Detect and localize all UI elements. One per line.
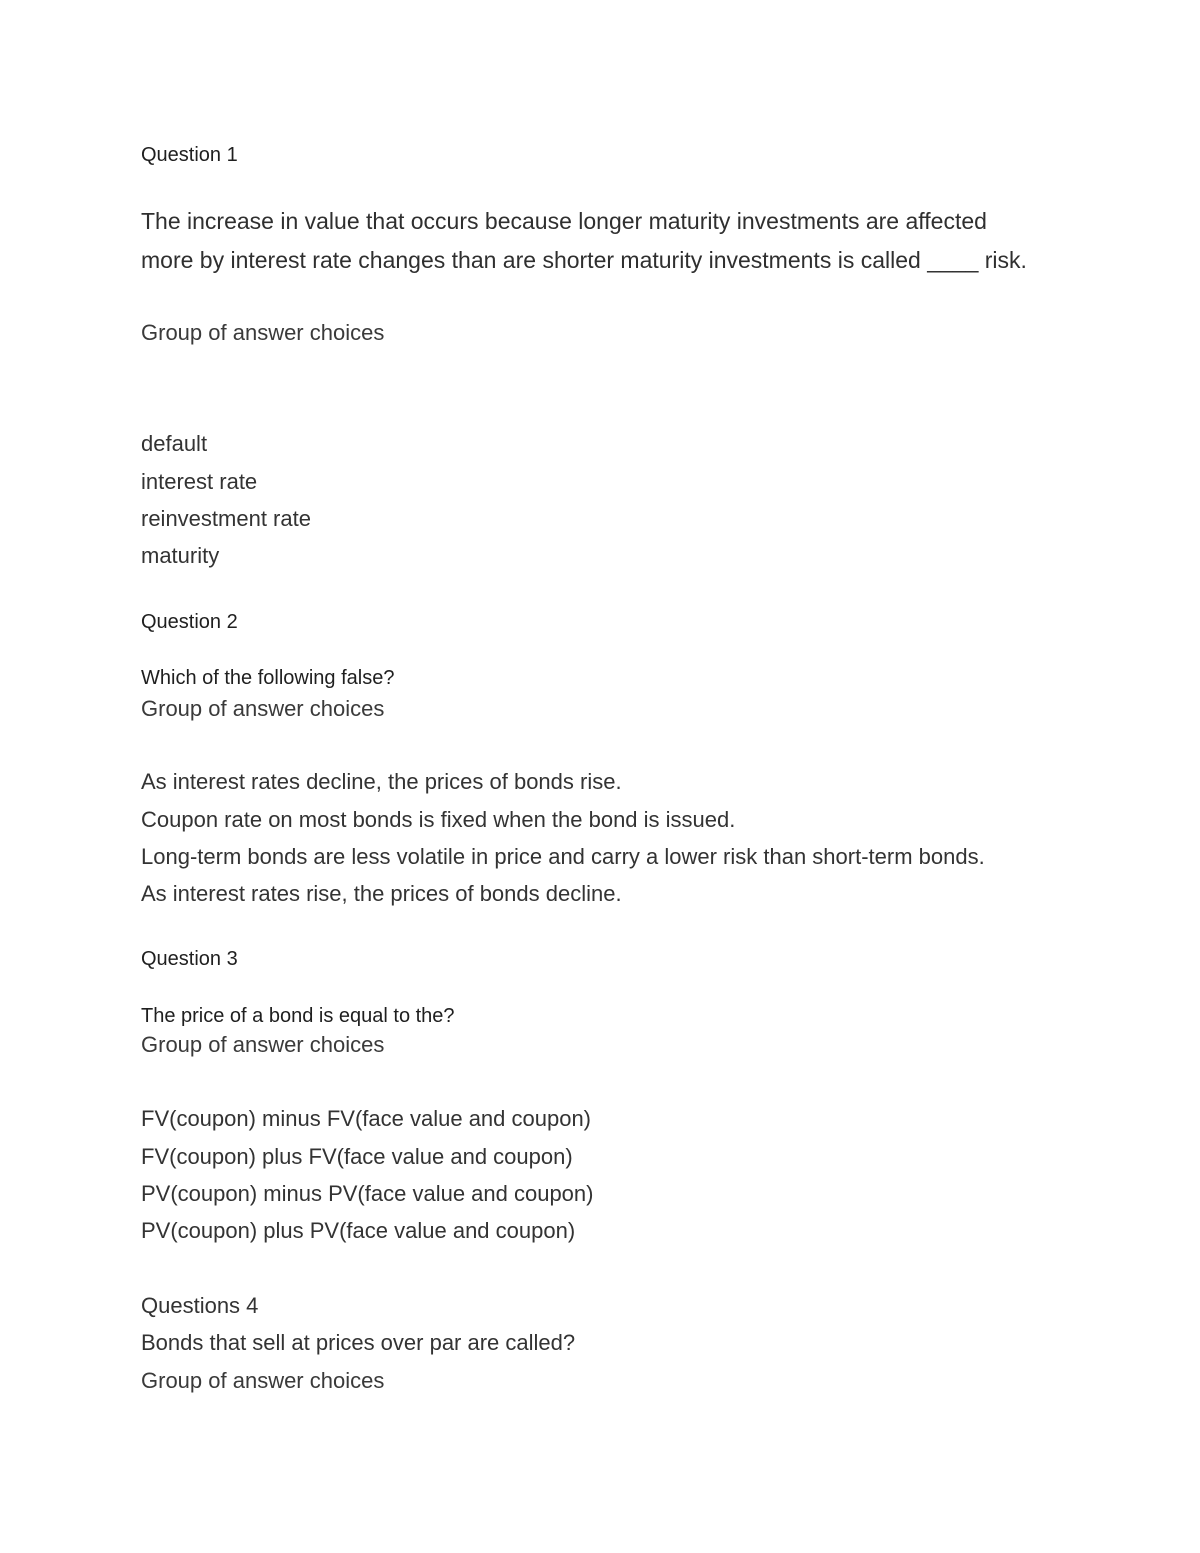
- question-2-group-label: Group of answer choices: [141, 696, 385, 721]
- question-2-label: Question 2: [141, 611, 238, 633]
- question-3-choice-2: FV(coupon) plus FV(face value and coupon): [141, 1144, 573, 1169]
- question-1-choice-1: default: [141, 431, 208, 456]
- question-1-choice-2: interest rate: [141, 469, 258, 494]
- question-1-choice-4: maturity: [141, 543, 220, 568]
- question-1-group-label: Group of answer choices: [141, 320, 385, 345]
- question-3-choice-4: PV(coupon) plus PV(face value and coupon): [141, 1218, 576, 1243]
- question-1-label: Question 1: [141, 144, 238, 166]
- question-1-text-line-2: more by interest rate changes than are shorter maturity investments is called ____ risk.: [141, 247, 1027, 273]
- question-2-choice-2: Coupon rate on most bonds is fixed when the bond is issued.: [141, 807, 736, 832]
- question-3-prompt: The price of a bond is equal to the?: [141, 1005, 455, 1027]
- question-2-choice-4: As interest rates rise, the prices of bonds decline.: [141, 881, 622, 906]
- question-2-choice-3: Long-term bonds are less volatile in price and carry a lower risk than short-term bonds.: [141, 844, 985, 869]
- question-3-choice-3: PV(coupon) minus PV(face value and coupon): [141, 1181, 594, 1206]
- question-4-prompt: Bonds that sell at prices over par are called?: [141, 1330, 576, 1355]
- question-4-group-label: Group of answer choices: [141, 1368, 385, 1393]
- question-4-label: Questions 4: [141, 1293, 259, 1318]
- question-2-choice-1: As interest rates decline, the prices of bonds rise.: [141, 769, 622, 794]
- question-3-label: Question 3: [141, 948, 238, 970]
- question-1-text-line-1: The increase in value that occurs because longer maturity investments are affected: [141, 208, 987, 234]
- question-2-prompt: Which of the following false?: [141, 667, 395, 689]
- question-3-choice-1: FV(coupon) minus FV(face value and coupon): [141, 1106, 592, 1131]
- question-3-group-label: Group of answer choices: [141, 1032, 385, 1057]
- question-1-choice-3: reinvestment rate: [141, 506, 311, 531]
